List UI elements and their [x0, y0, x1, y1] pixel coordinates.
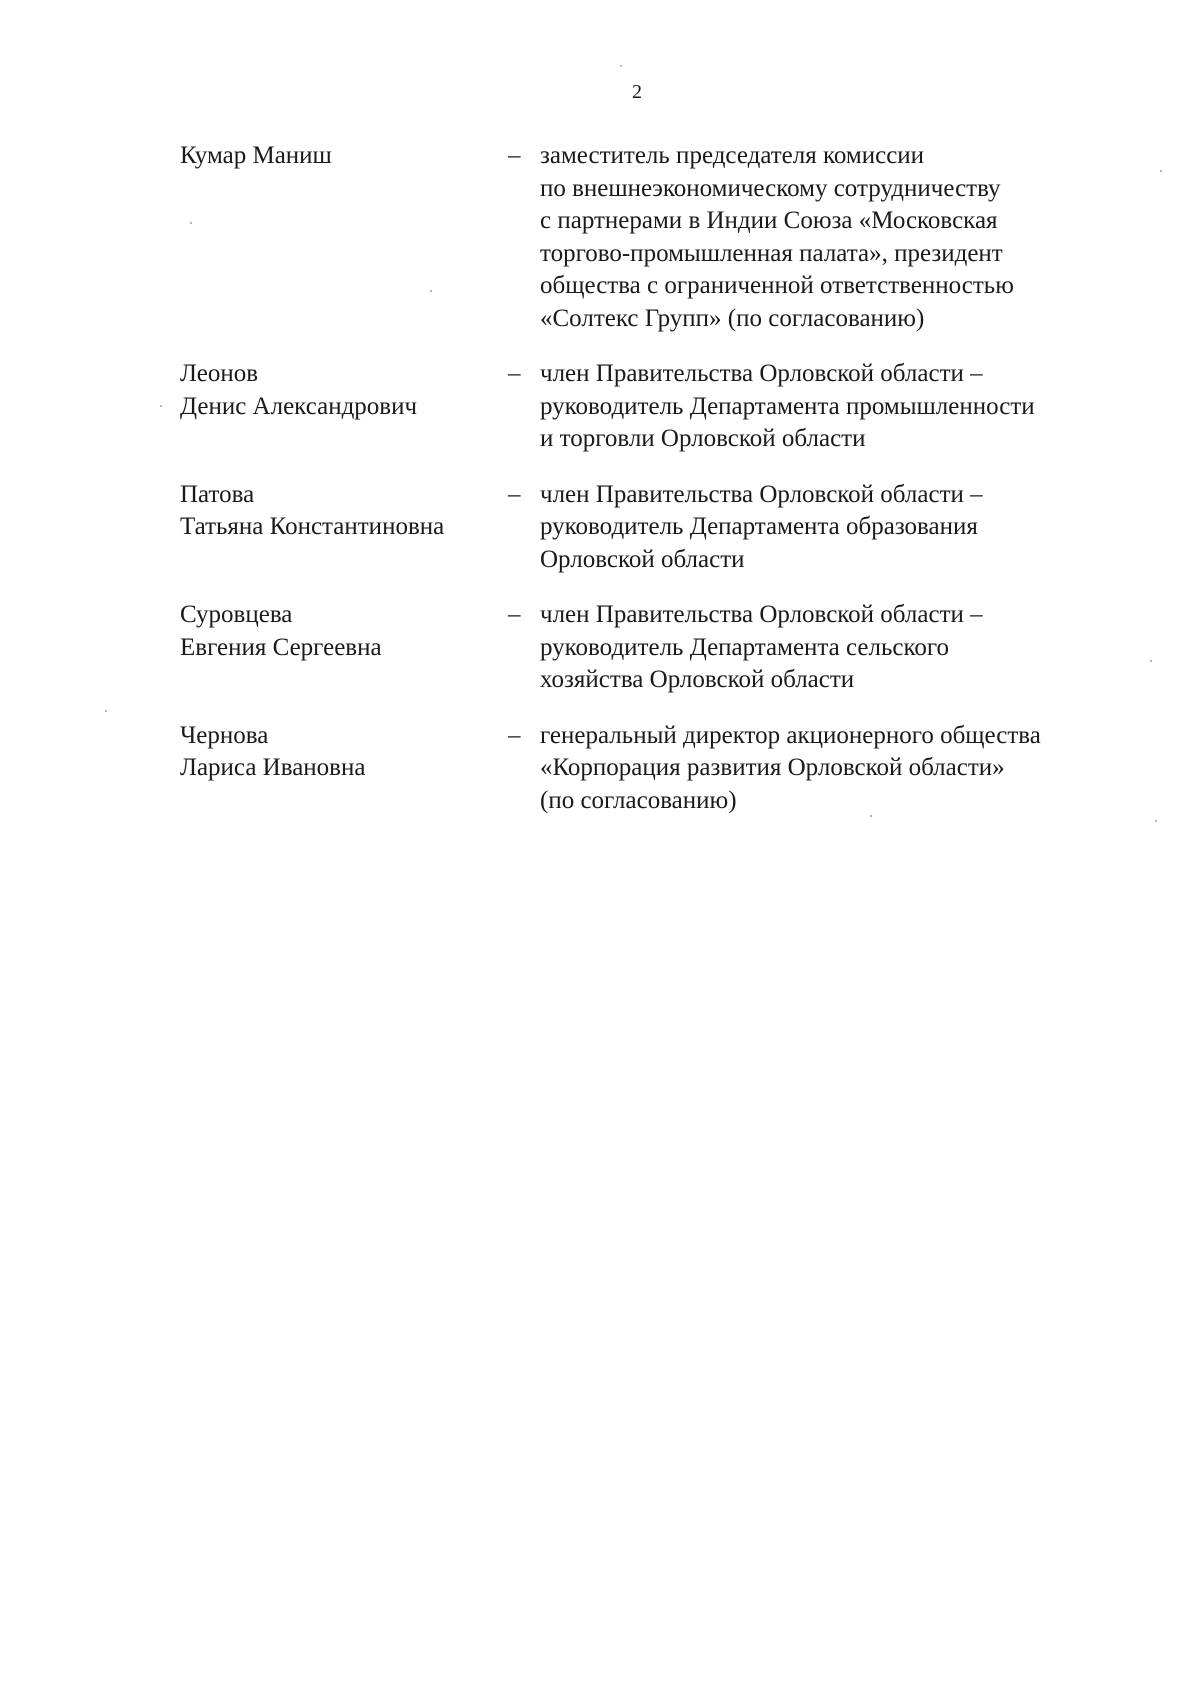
member-name-line: Татьяна Константиновна	[180, 513, 445, 540]
member-position	[528, 720, 1120, 818]
member-name-line: Денис Александрович	[180, 392, 418, 420]
member-position-line: генеральный директор акционерного общества	[540, 721, 1041, 749]
scan-speck	[1155, 820, 1157, 822]
member-name-line: Чернова	[180, 721, 269, 749]
member-dash: –	[508, 360, 521, 387]
member-name	[180, 140, 508, 173]
member-name-line: Суровцева	[180, 601, 293, 628]
member-position-line: руководитель Департамента образования	[540, 513, 978, 540]
member-position-line: заместитель председателя комиссии	[540, 142, 925, 169]
member-position	[528, 479, 1120, 577]
member-row	[180, 479, 1120, 577]
member-dash: –	[508, 480, 521, 508]
members-list	[180, 140, 1120, 817]
member-position-line: с партнерами в Индии Союза «Московская	[540, 207, 998, 234]
member-name-line: Патова	[180, 480, 255, 508]
scan-speck	[190, 222, 192, 224]
member-name-line: Леонов	[180, 360, 259, 387]
member-name-line: Кумар Маниш	[180, 142, 332, 169]
member-row	[180, 140, 1120, 335]
member-position-line: и торговли Орловской области	[540, 425, 866, 452]
member-position-line: хозяйства Орловской области	[540, 666, 855, 693]
member-position	[528, 599, 1120, 697]
member-row	[180, 720, 1120, 818]
member-name	[180, 599, 508, 664]
member-position-line: Орловской области	[540, 545, 745, 573]
scan-speck	[620, 65, 622, 67]
member-position-line: по внешнеэкономическому сотрудничеству	[540, 174, 1001, 202]
page-number: 2	[632, 81, 642, 103]
scan-speck	[870, 815, 872, 817]
member-position	[528, 358, 1120, 456]
member-position-line: член Правительства Орловской области –	[540, 601, 983, 628]
scan-speck	[430, 290, 432, 292]
scan-speck	[105, 710, 107, 712]
member-dash: –	[508, 601, 521, 628]
member-dash: –	[508, 142, 521, 169]
member-name-line: Лариса Ивановна	[180, 754, 366, 781]
member-position-line: торгово-промышленная палата», президент	[540, 239, 1003, 267]
member-name-line: Евгения Сергеевна	[180, 633, 382, 661]
member-position-line: руководитель Департамента сельского	[540, 633, 949, 661]
member-position-line: член Правительства Орловской области –	[540, 360, 983, 387]
member-name	[180, 358, 508, 423]
member-position-line: общества с ограниченной ответственностью	[540, 272, 1014, 299]
scan-speck	[1160, 170, 1162, 172]
member-name	[180, 479, 508, 544]
scan-speck	[160, 405, 162, 407]
member-position-line: член Правительства Орловской области –	[540, 480, 983, 508]
member-dash: –	[508, 721, 521, 749]
member-row	[180, 358, 1120, 456]
member-position	[528, 140, 1120, 335]
member-position-line: (по согласованию)	[540, 786, 737, 814]
member-name	[180, 720, 508, 785]
scan-speck	[1150, 660, 1152, 662]
member-position-line: «Солтекс Групп» (по согласованию)	[540, 304, 925, 332]
member-row	[180, 599, 1120, 697]
member-position-line: «Корпорация развития Орловской области»	[540, 754, 1005, 781]
member-position-line: руководитель Департамента промышленности	[540, 392, 1035, 420]
